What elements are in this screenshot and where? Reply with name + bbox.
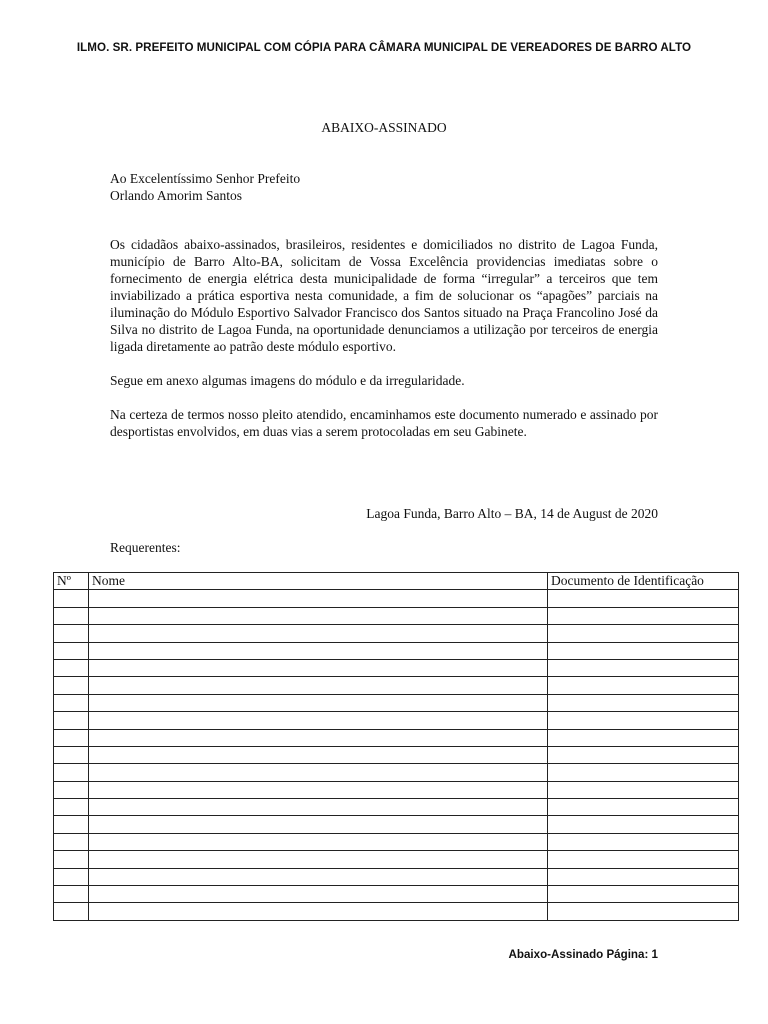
- cell-number: [54, 764, 89, 781]
- cell-document: [548, 746, 739, 763]
- table-row: [54, 799, 739, 816]
- cell-name: [89, 677, 548, 694]
- table-row: [54, 590, 739, 607]
- table-row: [54, 764, 739, 781]
- cell-document: [548, 607, 739, 624]
- cell-name: [89, 903, 548, 920]
- cell-number: [54, 903, 89, 920]
- addressee-block: [110, 170, 658, 204]
- cell-document: [548, 764, 739, 781]
- cell-name: [89, 764, 548, 781]
- column-header-number: Nº: [54, 573, 89, 590]
- table-row: [54, 851, 739, 868]
- cell-number: [54, 642, 89, 659]
- document-body: [110, 236, 658, 457]
- cell-document: [548, 799, 739, 816]
- addressee-name: Orlando Amorim Santos: [110, 188, 242, 203]
- signatures-table: [53, 572, 739, 921]
- cell-name: [89, 868, 548, 885]
- cell-name: [89, 729, 548, 746]
- table-row: [54, 886, 739, 903]
- table-row: [54, 868, 739, 885]
- cell-name: [89, 625, 548, 642]
- cell-number: [54, 816, 89, 833]
- cell-document: [548, 694, 739, 711]
- cell-name: [89, 659, 548, 676]
- cell-document: [548, 677, 739, 694]
- cell-name: [89, 816, 548, 833]
- cell-number: [54, 590, 89, 607]
- cell-document: [548, 642, 739, 659]
- body-paragraph-closing: Na certeza de termos nosso pleito atendido, encaminhamos este documento numerado e assinado por desportistas envolvidos, em duas vias a serem protocoladas em seu Gabinete.: [110, 407, 658, 439]
- requerentes-label: Requerentes:: [110, 540, 181, 555]
- cell-name: [89, 833, 548, 850]
- table-row: [54, 659, 739, 676]
- column-header-name: Nome: [89, 573, 548, 590]
- cell-number: [54, 694, 89, 711]
- cell-document: [548, 781, 739, 798]
- cell-document: [548, 903, 739, 920]
- cell-document: [548, 816, 739, 833]
- cell-number: [54, 746, 89, 763]
- cell-document: [548, 659, 739, 676]
- body-paragraph-attachment: Segue em anexo algumas imagens do módulo e da irregularidade.: [110, 373, 465, 388]
- cell-name: [89, 607, 548, 624]
- cell-number: [54, 851, 89, 868]
- cell-name: [89, 781, 548, 798]
- cell-name: [89, 590, 548, 607]
- cell-name: [89, 799, 548, 816]
- cell-name: [89, 712, 548, 729]
- cell-document: [548, 868, 739, 885]
- cell-name: [89, 694, 548, 711]
- table-row: [54, 625, 739, 642]
- cell-number: [54, 625, 89, 642]
- cell-document: [548, 625, 739, 642]
- table-row: [54, 694, 739, 711]
- table-row: [54, 833, 739, 850]
- table-header-row: [54, 573, 739, 590]
- cell-number: [54, 868, 89, 885]
- table-row: [54, 607, 739, 624]
- cell-number: [54, 833, 89, 850]
- cell-name: [89, 642, 548, 659]
- table-row: [54, 729, 739, 746]
- body-paragraph-request: Os cidadãos abaixo-assinados, brasileiros, residentes e domiciliados no distrito de Lagoa Funda, município de Barro Alto-BA, solicitam de Vossa Excelência providencias imediatas sobre o fornecimento de energia elétrica desta municipalidade de forma “irregular” a terceiros que tem inviabilizado a prática esportiva nesta comunidade, a fim de solucionar os “apagões” parciais na iluminação do Módulo Esportivo Salvador Francisco dos Santos situado na Praça Francolino José da Silva no distrito de Lagoa Funda, na oportunidade denunciamos a utilização por terceiros de energia ligada diretamente ao patrão deste módulo esportivo.: [110, 237, 658, 354]
- signatures-table-body: [54, 590, 739, 920]
- addressee-salutation: Ao Excelentíssimo Senhor Prefeito: [110, 171, 301, 186]
- table-row: [54, 677, 739, 694]
- cell-name: [89, 886, 548, 903]
- cell-number: [54, 607, 89, 624]
- cell-document: [548, 590, 739, 607]
- cell-document: [548, 729, 739, 746]
- cell-name: [89, 851, 548, 868]
- cell-document: [548, 851, 739, 868]
- table-row: [54, 746, 739, 763]
- cell-document: [548, 886, 739, 903]
- date-line: Lagoa Funda, Barro Alto – BA, 14 de August de 2020: [366, 506, 658, 521]
- cell-name: [89, 746, 548, 763]
- cell-document: [548, 712, 739, 729]
- cell-number: [54, 659, 89, 676]
- cell-number: [54, 677, 89, 694]
- cell-number: [54, 712, 89, 729]
- table-row: [54, 642, 739, 659]
- cell-number: [54, 729, 89, 746]
- table-row: [54, 781, 739, 798]
- cell-number: [54, 799, 89, 816]
- table-row: [54, 903, 739, 920]
- column-header-document: Documento de Identificação: [548, 573, 739, 590]
- cell-number: [54, 886, 89, 903]
- cell-number: [54, 781, 89, 798]
- table-row: [54, 712, 739, 729]
- cell-document: [548, 833, 739, 850]
- document-header: ILMO. SR. PREFEITO MUNICIPAL COM CÓPIA PARA CÂMARA MUNICIPAL DE VEREADORES DE BARRO ALTO: [76, 41, 692, 54]
- table-row: [54, 816, 739, 833]
- document-title: ABAIXO-ASSINADO: [321, 120, 447, 135]
- page-footer: Abaixo-Assinado Página: 1: [508, 948, 658, 961]
